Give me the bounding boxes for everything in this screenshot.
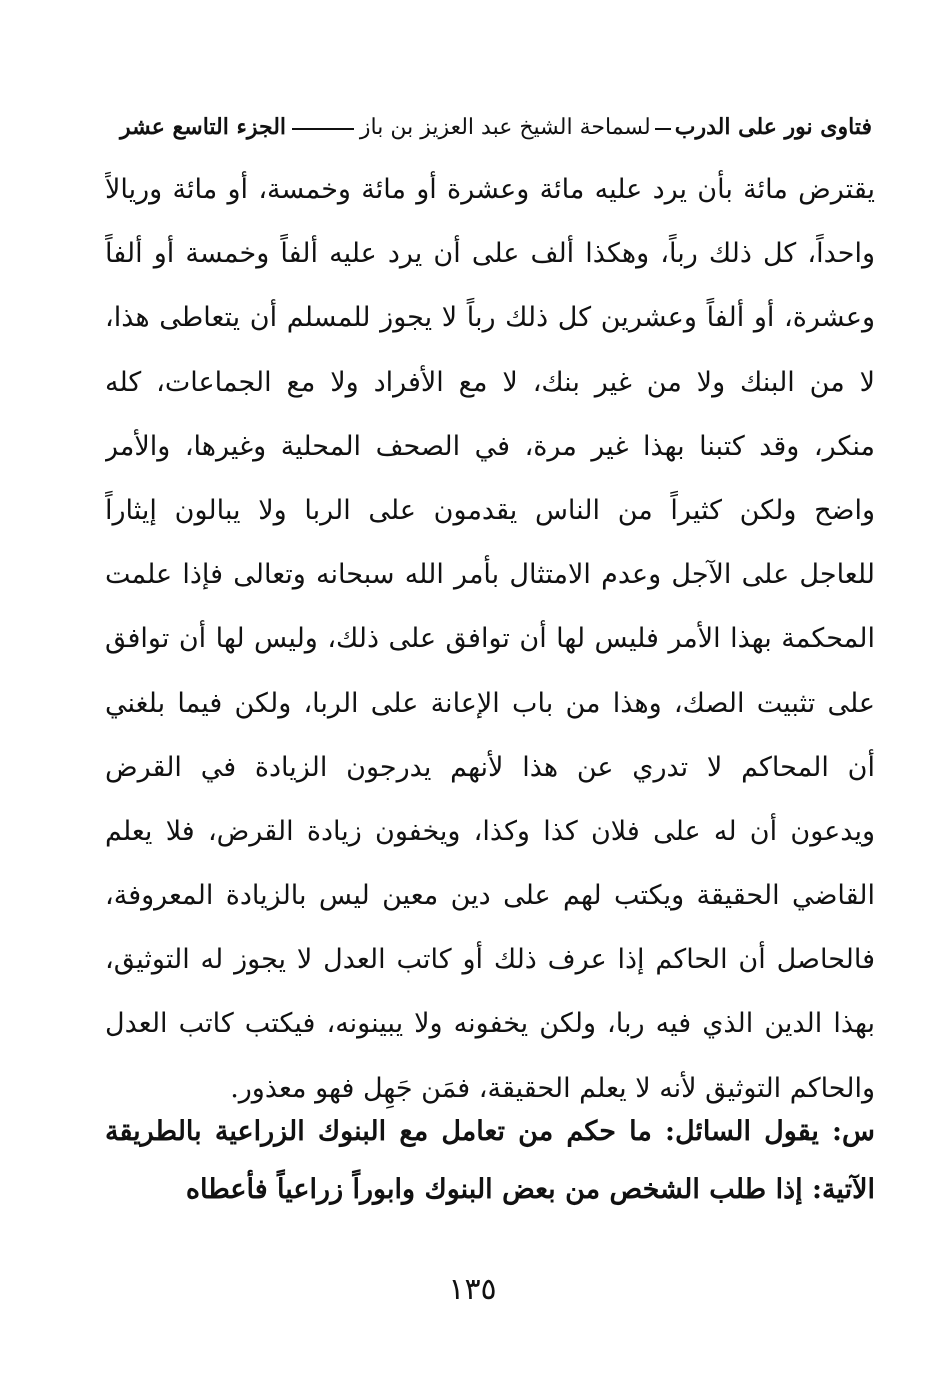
book-title: فتاوى نور على الدرب [674,114,872,140]
header-separator [655,128,671,130]
text-line: بهذا الدين الذي فيه ربا، ولكن يخفونه ولا يبينونه، فيكتب كاتب العدل [105,1008,875,1040]
text-line: لا من البنك ولا من غير بنك، لا مع الأفراد ولا مع الجماعات، كله [105,366,875,398]
answer-paragraph [105,158,875,1121]
text-line: والحاكم التوثيق لأنه لا يعلم الحقيقة، فمَن جَهِل فهو معذور. [230,1072,875,1104]
text-line: على تثبيت الصك، وهذا من باب الإعانة على الربا، ولكن فيما بلغني [105,687,875,719]
text-line: للعاجل على الآجل وعدم الامتثال بأمر الله سبحانه وتعالى فإذا علمت [105,559,875,591]
text-line: وعشرة، أو ألفاً وعشرين كل ذلك رباً لا يجوز للمسلم أن يتعاطى هذا، [105,302,875,334]
volume-label: الجزء التاسع عشر [120,114,287,140]
question-line: الآتية: إذا طلب الشخص من بعض البنوك وابوراً زراعياً فأعطاه [185,1174,875,1205]
text-line: القاضي الحقيقة ويكتب لهم على دين معين ليس بالزيادة المعروفة، [105,880,875,912]
text-line: المحكمة بهذا الأمر فليس لها أن توافق على ذلك، وليس لها أن توافق [105,623,875,655]
running-header [120,110,872,144]
text-line: واحداً، كل ذلك رباً، وهكذا ألف على أن يرد عليه ألفاً وخمسة أو ألفاً [105,238,875,270]
text-line: يقترض مائة بأن يرد عليه مائة وعشرة أو مائة وخمسة، أو مائة وريالاً [105,174,875,205]
author-name: لسماحة الشيخ عبد العزيز بن باز [359,114,651,140]
text-line: أن المحاكم لا تدري عن هذا لأنهم يدرجون الزيادة في القرض [105,751,875,783]
question-line: س: يقول السائل: ما حكم من تعامل مع البنوك الزراعية بالطريقة [105,1116,875,1147]
header-rule [292,128,354,130]
text-line: فالحاصل أن الحاكم إذا عرف ذلك أو كاتب العدل لا يجوز له التوثيق، [105,944,875,976]
page-number: ١٣٥ [448,1272,497,1307]
text-line: ويدعون أن له على فلان كذا وكذا، ويخفون زيادة القرض، فلا يعلم [105,815,875,847]
question-paragraph [105,1103,875,1219]
text-line: واضح ولكن كثيراً من الناس يقدمون على الربا ولا يبالون إيثاراً [105,494,875,526]
text-line: منكر، وقد كتبنا بهذا غير مرة، في الصحف المحلية وغيرها، والأمر [105,430,875,462]
